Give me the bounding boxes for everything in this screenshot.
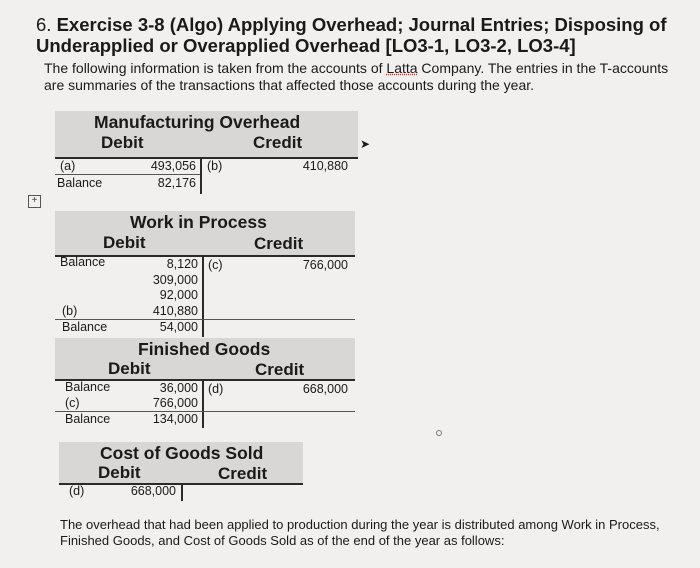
entry-label: (b): [207, 159, 223, 173]
entry-label: Balance: [65, 412, 111, 426]
entry-amount: 668,000: [130, 484, 176, 498]
credit-label: Credit: [218, 464, 268, 483]
credit-label: Credit: [255, 360, 305, 379]
account-name: Manufacturing Overhead: [94, 112, 301, 132]
circle-icon: [436, 430, 442, 436]
entry-label: (a): [60, 159, 76, 173]
entry-amount: 36,000: [159, 381, 198, 395]
entry-amount: 92,000: [159, 288, 198, 302]
account-name: Cost of Goods Sold: [100, 443, 264, 463]
entry-amount: 82,176: [157, 176, 196, 190]
t-divider: [202, 255, 204, 337]
entry-label: (b): [62, 304, 78, 318]
credit-label: Credit: [253, 133, 303, 152]
plus-box-icon[interactable]: +: [28, 195, 41, 208]
company-name: Latta: [386, 60, 418, 76]
entry-amount: 134,000: [152, 412, 198, 426]
credit-label: Credit: [254, 234, 304, 253]
entry-amount: 668,000: [302, 382, 348, 396]
debit-label: Debit: [108, 359, 151, 378]
entry-amount: 8,120: [166, 257, 198, 271]
debit-label: Debit: [98, 463, 141, 482]
entry-label: Balance: [60, 255, 106, 269]
intro-before: The following information is taken from the accounts of: [44, 60, 387, 76]
exercise-title: [36, 14, 691, 56]
account-name: Finished Goods: [138, 339, 271, 359]
t-divider: [202, 379, 204, 428]
debit-label: Debit: [101, 133, 144, 152]
entry-label: Balance: [62, 320, 108, 334]
entry-amount: 309,000: [152, 273, 198, 287]
intro-text: [44, 60, 684, 94]
entry-amount: 493,056: [150, 159, 196, 173]
entry-label: Balance: [57, 176, 103, 190]
footer-text: The overhead that had been applied to production during the year is distributed among Work in Process, Finished Goods, and Cost of Goods Sold as of the end of the year as follows:: [60, 517, 660, 548]
row-rule: [55, 174, 200, 175]
account-name: Work in Process: [130, 212, 267, 232]
exercise-number: 6.: [36, 14, 52, 35]
entry-label: (d): [208, 382, 224, 396]
debit-label: Debit: [103, 233, 146, 252]
exercise-heading: Exercise 3-8 (Algo) Applying Overhead; Journal Entries; Disposing of Underapplied or Overapplied Overhead [LO3-1, LO3-2, LO3-4]: [36, 14, 667, 56]
entry-label: Balance: [65, 380, 111, 394]
t-divider: [200, 157, 202, 194]
entry-label: (d): [69, 484, 85, 498]
entry-label: (c): [208, 258, 223, 272]
entry-amount: 410,880: [152, 304, 198, 318]
entry-amount: 54,000: [159, 320, 198, 334]
intro-after: Company. The entries in the T-accounts are summaries of the transactions that affected those accounts during the year.: [44, 60, 669, 93]
entry-amount: 410,880: [302, 159, 348, 173]
mouse-cursor-icon: ➤: [360, 137, 371, 151]
t-divider: [181, 483, 183, 501]
entry-label: (c): [65, 396, 80, 410]
entry-amount: 766,000: [302, 258, 348, 272]
entry-amount: 766,000: [152, 396, 198, 410]
